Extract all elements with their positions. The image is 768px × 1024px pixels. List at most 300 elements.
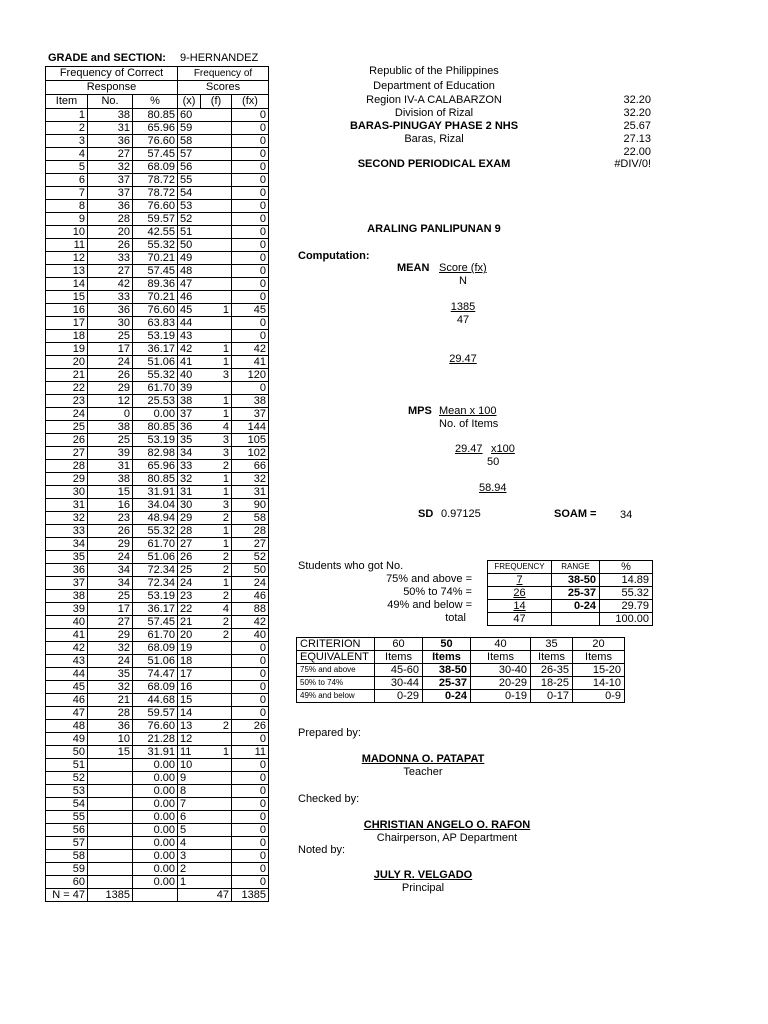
computation-label: Computation: (298, 250, 370, 262)
score-fx-cell: 0 (232, 850, 269, 863)
criterion-range: 0-19 (471, 690, 531, 703)
score-x-cell: 22 (178, 603, 201, 616)
score-frequency-cell: 2 (201, 551, 232, 564)
correct-percent-cell: 61.70 (133, 538, 178, 551)
correct-count-cell: 35 (88, 668, 133, 681)
correct-count-cell: 37 (88, 174, 133, 187)
grade-section-label: GRADE and SECTION: (48, 52, 166, 64)
table-row (46, 447, 269, 460)
score-frequency-cell (201, 122, 232, 135)
score-x-cell: 48 (178, 265, 201, 278)
score-fx-cell: 0 (232, 824, 269, 837)
score-frequency-cell: 2 (201, 460, 232, 473)
item-number-cell: 10 (46, 226, 88, 239)
correct-count-cell: 21 (88, 694, 133, 707)
score-x-cell: 19 (178, 642, 201, 655)
score-fx-cell: 0 (232, 135, 269, 148)
score-x-cell: 2 (178, 863, 201, 876)
score-x-cell: 55 (178, 174, 201, 187)
score-x-cell: 39 (178, 382, 201, 395)
criterion-range: 0-29 (375, 690, 423, 703)
correct-percent-cell: 25.53 (133, 395, 178, 408)
correct-count-cell: 12 (88, 395, 133, 408)
item-number-cell: 51 (46, 759, 88, 772)
score-x-cell: 45 (178, 304, 201, 317)
score-fx-cell: 41 (232, 356, 269, 369)
score-fx-cell: 0 (232, 798, 269, 811)
mps-numerator-multiplier: x100 (491, 443, 515, 455)
criterion-range: 30-44 (375, 677, 423, 690)
item-number-cell: 60 (46, 876, 88, 889)
frequency-table (487, 560, 653, 626)
score-frequency-cell: 1 (201, 408, 232, 421)
correct-percent-cell: 55.32 (133, 525, 178, 538)
frequency-cell: 26 (488, 587, 552, 600)
score-x-cell: 30 (178, 499, 201, 512)
score-fx-cell: 24 (232, 577, 269, 590)
item-number-cell: 43 (46, 655, 88, 668)
score-x-cell: 57 (178, 148, 201, 161)
table-row (46, 421, 269, 434)
item-number-cell: 41 (46, 629, 88, 642)
criterion-row-label: 75% and above (297, 664, 375, 677)
table-row (46, 759, 269, 772)
table-row (46, 538, 269, 551)
correct-percent-cell: 42.55 (133, 226, 178, 239)
score-x-cell: 32 (178, 473, 201, 486)
item-number-cell: 12 (46, 252, 88, 265)
score-frequency-cell: 2 (201, 564, 232, 577)
score-fx-cell: 0 (232, 109, 269, 122)
table-row (46, 824, 269, 837)
score-frequency-cell (201, 811, 232, 824)
score-frequency-cell: 1 (201, 356, 232, 369)
score-frequency-cell (201, 109, 232, 122)
correct-percent-cell: 34.04 (133, 499, 178, 512)
score-fx-cell: 102 (232, 447, 269, 460)
table-row (46, 733, 269, 746)
score-fx-cell: 42 (232, 616, 269, 629)
soam-value: 34 (620, 509, 633, 521)
score-x-cell: 52 (178, 213, 201, 226)
criterion-total: 35 (531, 638, 573, 651)
score-x-cell: 9 (178, 772, 201, 785)
score-fx-cell: 0 (232, 759, 269, 772)
score-x-cell: 50 (178, 239, 201, 252)
score-x-cell: 29 (178, 512, 201, 525)
score-x-cell: 3 (178, 850, 201, 863)
score-fx-cell: 0 (232, 876, 269, 889)
score-frequency-cell: 4 (201, 603, 232, 616)
score-x-cell: 18 (178, 655, 201, 668)
correct-count-cell: 15 (88, 486, 133, 499)
correct-count-cell: 36 (88, 200, 133, 213)
item-number-cell: 21 (46, 369, 88, 382)
correct-percent-cell: 51.06 (133, 655, 178, 668)
score-x-cell: 21 (178, 616, 201, 629)
score-frequency-cell (201, 239, 232, 252)
criterion-range: 15-20 (573, 664, 625, 677)
col-percent-header: % (600, 561, 653, 574)
subject-title: ARALING PANLIPUNAN 9 (367, 223, 501, 235)
criterion-items: Items (573, 651, 625, 664)
score-x-cell: 25 (178, 564, 201, 577)
col-f-header: (f) (201, 95, 232, 109)
score-frequency-cell: 2 (201, 720, 232, 733)
item-number-cell: 3 (46, 135, 88, 148)
criterion-label: CRITERION (297, 638, 375, 651)
correct-percent-cell: 53.19 (133, 590, 178, 603)
correct-count-cell (88, 759, 133, 772)
score-x-cell: 47 (178, 278, 201, 291)
correct-count-cell: 29 (88, 629, 133, 642)
correct-count-cell: 16 (88, 499, 133, 512)
score-x-cell: 10 (178, 759, 201, 772)
correct-count-cell: 37 (88, 187, 133, 200)
item-number-cell: 35 (46, 551, 88, 564)
item-number-cell: 38 (46, 590, 88, 603)
correct-percent-cell: 36.17 (133, 603, 178, 616)
correct-count-cell: 34 (88, 564, 133, 577)
correct-percent-cell: 80.85 (133, 421, 178, 434)
correct-count-cell: 10 (88, 733, 133, 746)
score-frequency-cell (201, 863, 232, 876)
table-row (46, 642, 269, 655)
percent-cell: 29.79 (600, 600, 653, 613)
item-number-cell: 50 (46, 746, 88, 759)
correct-count-cell: 30 (88, 317, 133, 330)
range-empty-cell (552, 613, 600, 626)
correct-count-cell: 28 (88, 707, 133, 720)
table-row (46, 499, 269, 512)
correct-percent-cell: 89.36 (133, 278, 178, 291)
score-x-cell: 5 (178, 824, 201, 837)
score-x-cell: 4 (178, 837, 201, 850)
score-frequency-cell: 1 (201, 395, 232, 408)
score-x-cell: 44 (178, 317, 201, 330)
header-line3: Region IV-A CALABARZON (366, 94, 502, 106)
item-number-cell: 40 (46, 616, 88, 629)
score-frequency-cell (201, 876, 232, 889)
score-x-cell: 59 (178, 122, 201, 135)
item-number-cell: 9 (46, 213, 88, 226)
correct-count-cell: 33 (88, 291, 133, 304)
criterion-range: 18-25 (531, 677, 573, 690)
score-fx-cell: 0 (232, 863, 269, 876)
correct-percent-cell: 55.32 (133, 239, 178, 252)
correct-count-cell: 17 (88, 343, 133, 356)
score-frequency-cell: 3 (201, 434, 232, 447)
header-line6: Baras, Rizal (404, 133, 464, 145)
table-row (46, 668, 269, 681)
score-x-cell: 13 (178, 720, 201, 733)
score-fx-cell: 88 (232, 603, 269, 616)
score-frequency-cell (201, 772, 232, 785)
table-row (46, 109, 269, 122)
correct-percent-cell: 76.60 (133, 200, 178, 213)
correct-count-cell: 31 (88, 122, 133, 135)
correct-count-cell: 38 (88, 473, 133, 486)
score-x-cell: 38 (178, 395, 201, 408)
mean-denominator: 47 (456, 314, 470, 326)
score-frequency-cell: 47 (201, 889, 232, 902)
score-x-cell: 35 (178, 434, 201, 447)
score-fx-cell: 0 (232, 785, 269, 798)
item-number-cell: 5 (46, 161, 88, 174)
correct-count-cell: 0 (88, 408, 133, 421)
table-row (46, 772, 269, 785)
score-frequency-cell: 1 (201, 473, 232, 486)
side-value: #DIV/0! (614, 158, 651, 170)
sd-label: SD (418, 508, 434, 520)
score-frequency-cell (201, 226, 232, 239)
score-frequency-cell (201, 330, 232, 343)
score-x-cell (178, 889, 201, 902)
correct-percent-cell: 0.00 (133, 824, 178, 837)
score-frequency-cell: 2 (201, 590, 232, 603)
score-fx-cell: 50 (232, 564, 269, 577)
table-row (46, 265, 269, 278)
side-value: 32.20 (623, 107, 651, 119)
table-row (46, 616, 269, 629)
score-x-cell: 46 (178, 291, 201, 304)
table-row (46, 811, 269, 824)
correct-percent-cell: 0.00 (133, 798, 178, 811)
score-x-cell: 33 (178, 460, 201, 473)
correct-percent-cell: 51.06 (133, 356, 178, 369)
item-number-cell: 16 (46, 304, 88, 317)
score-fx-cell: 66 (232, 460, 269, 473)
table-row (46, 603, 269, 616)
correct-percent-cell: 65.96 (133, 122, 178, 135)
table-row (46, 161, 269, 174)
frequency-total-cell: 47 (488, 613, 552, 626)
table-row (46, 798, 269, 811)
header-response: Response (46, 81, 178, 95)
col-range-header: RANGE (552, 561, 600, 574)
score-x-cell: 7 (178, 798, 201, 811)
prepared-by-label: Prepared by: (298, 727, 361, 739)
frequency-cell: 7 (488, 574, 552, 587)
correct-percent-cell: 78.72 (133, 187, 178, 200)
students-row-label: 50% to 74% = (403, 586, 472, 598)
table-row (46, 551, 269, 564)
correct-percent-cell: 80.85 (133, 473, 178, 486)
item-number-cell: 37 (46, 577, 88, 590)
item-number-cell: 47 (46, 707, 88, 720)
score-frequency-cell (201, 265, 232, 278)
score-frequency-cell (201, 291, 232, 304)
table-row (46, 317, 269, 330)
score-fx-cell: 120 (232, 369, 269, 382)
score-frequency-cell (201, 798, 232, 811)
correct-count-cell: 29 (88, 538, 133, 551)
table-row (46, 837, 269, 850)
item-number-cell: 49 (46, 733, 88, 746)
sd-value: 0.97125 (441, 508, 481, 520)
correct-count-cell: 25 (88, 434, 133, 447)
checked-by-name: CHRISTIAN ANGELO O. RAFON (363, 819, 531, 831)
item-number-cell: 20 (46, 356, 88, 369)
score-frequency-cell: 3 (201, 369, 232, 382)
table-row (46, 135, 269, 148)
table-row (46, 720, 269, 733)
table-row (46, 681, 269, 694)
criterion-total: 40 (471, 638, 531, 651)
score-frequency-cell (201, 252, 232, 265)
score-fx-cell: 0 (232, 681, 269, 694)
correct-percent-cell: 48.94 (133, 512, 178, 525)
item-number-cell: 52 (46, 772, 88, 785)
correct-count-cell (88, 837, 133, 850)
item-number-cell: 39 (46, 603, 88, 616)
item-analysis-table (45, 66, 269, 902)
score-frequency-cell: 3 (201, 447, 232, 460)
correct-count-cell (88, 850, 133, 863)
table-row (46, 122, 269, 135)
score-fx-cell: 0 (232, 226, 269, 239)
table-row (46, 512, 269, 525)
correct-percent-cell: 59.57 (133, 213, 178, 226)
score-frequency-cell: 2 (201, 616, 232, 629)
correct-percent-cell: 57.45 (133, 265, 178, 278)
item-number-cell: 44 (46, 668, 88, 681)
correct-count-cell: 27 (88, 148, 133, 161)
correct-count-cell: 23 (88, 512, 133, 525)
score-fx-cell: 0 (232, 265, 269, 278)
range-cell: 0-24 (552, 600, 600, 613)
correct-count-cell: 1385 (88, 889, 133, 902)
correct-percent-cell: 0.00 (133, 772, 178, 785)
score-frequency-cell (201, 135, 232, 148)
criterion-items: Items (375, 651, 423, 664)
score-frequency-cell (201, 382, 232, 395)
item-number-cell: 54 (46, 798, 88, 811)
range-cell: 38-50 (552, 574, 600, 587)
correct-percent-cell: 0.00 (133, 876, 178, 889)
score-fx-cell: 0 (232, 187, 269, 200)
correct-count-cell: 17 (88, 603, 133, 616)
score-x-cell: 15 (178, 694, 201, 707)
header-freq-correct: Frequency of Correct (46, 67, 178, 81)
noted-by-name: JULY R. VELGADO (373, 869, 473, 881)
col-pct-header: % (133, 95, 178, 109)
correct-percent-cell: 57.45 (133, 148, 178, 161)
item-number-cell: 2 (46, 122, 88, 135)
correct-count-cell: 25 (88, 330, 133, 343)
score-frequency-cell: 4 (201, 421, 232, 434)
correct-count-cell: 24 (88, 551, 133, 564)
header-line1: Republic of the Philippines (369, 65, 499, 77)
correct-percent-cell: 78.72 (133, 174, 178, 187)
col-fx-header: (fx) (232, 95, 269, 109)
table-row (46, 304, 269, 317)
header-line2: Department of Education (373, 80, 495, 92)
checked-by-title: Chairperson, AP Department (376, 832, 518, 844)
criterion-range: 0-9 (573, 690, 625, 703)
score-fx-cell: 105 (232, 434, 269, 447)
correct-count-cell: 34 (88, 577, 133, 590)
correct-percent-cell: 0.00 (133, 837, 178, 850)
item-number-cell: 34 (46, 538, 88, 551)
correct-percent-cell: 65.96 (133, 460, 178, 473)
score-fx-cell: 0 (232, 837, 269, 850)
item-number-cell: 22 (46, 382, 88, 395)
score-fx-cell: 1385 (232, 889, 269, 902)
score-frequency-cell: 1 (201, 525, 232, 538)
table-row (46, 213, 269, 226)
score-x-cell: 31 (178, 486, 201, 499)
item-number-cell: 31 (46, 499, 88, 512)
score-fx-cell: 28 (232, 525, 269, 538)
score-x-cell: 26 (178, 551, 201, 564)
frequency-cell: 14 (488, 600, 552, 613)
table-row (46, 252, 269, 265)
correct-count-cell: 24 (88, 655, 133, 668)
score-frequency-cell (201, 200, 232, 213)
score-x-cell: 51 (178, 226, 201, 239)
score-fx-cell: 0 (232, 382, 269, 395)
score-x-cell: 27 (178, 538, 201, 551)
correct-count-cell (88, 876, 133, 889)
score-fx-cell: 31 (232, 486, 269, 499)
correct-count-cell: 20 (88, 226, 133, 239)
score-frequency-cell: 2 (201, 629, 232, 642)
score-frequency-cell: 1 (201, 486, 232, 499)
score-x-cell: 12 (178, 733, 201, 746)
mps-denominator: 50 (487, 456, 500, 468)
item-number-cell: 6 (46, 174, 88, 187)
header-scores: Scores (178, 81, 269, 95)
score-x-cell: 37 (178, 408, 201, 421)
item-number-cell: 7 (46, 187, 88, 200)
score-fx-cell: 0 (232, 655, 269, 668)
correct-percent-cell: 51.06 (133, 551, 178, 564)
score-fx-cell: 42 (232, 343, 269, 356)
score-fx-cell: 90 (232, 499, 269, 512)
item-number-cell: 55 (46, 811, 88, 824)
score-frequency-cell (201, 213, 232, 226)
correct-percent-cell: 76.60 (133, 304, 178, 317)
table-row (46, 395, 269, 408)
correct-count-cell: 36 (88, 135, 133, 148)
table-row (46, 174, 269, 187)
correct-percent-cell: 55.32 (133, 369, 178, 382)
score-frequency-cell (201, 317, 232, 330)
correct-count-cell: 29 (88, 382, 133, 395)
score-frequency-cell: 1 (201, 746, 232, 759)
mean-formula-denominator: N (459, 275, 467, 287)
item-number-cell: 25 (46, 421, 88, 434)
criterion-total: 60 (375, 638, 423, 651)
table-row (46, 577, 269, 590)
score-fx-cell: 0 (232, 330, 269, 343)
score-fx-cell: 11 (232, 746, 269, 759)
correct-count-cell (88, 785, 133, 798)
prepared-by-name: MADONNA O. PATAPAT (361, 753, 485, 765)
score-frequency-cell: 1 (201, 304, 232, 317)
score-x-cell: 14 (178, 707, 201, 720)
score-fx-cell: 0 (232, 642, 269, 655)
item-number-cell: 15 (46, 291, 88, 304)
correct-percent-cell: 74.47 (133, 668, 178, 681)
side-value: 25.67 (623, 120, 651, 132)
item-number-cell: 53 (46, 785, 88, 798)
noted-by-title: Principal (401, 882, 445, 894)
score-fx-cell: 37 (232, 408, 269, 421)
range-cell: 25-37 (552, 587, 600, 600)
table-row (46, 356, 269, 369)
